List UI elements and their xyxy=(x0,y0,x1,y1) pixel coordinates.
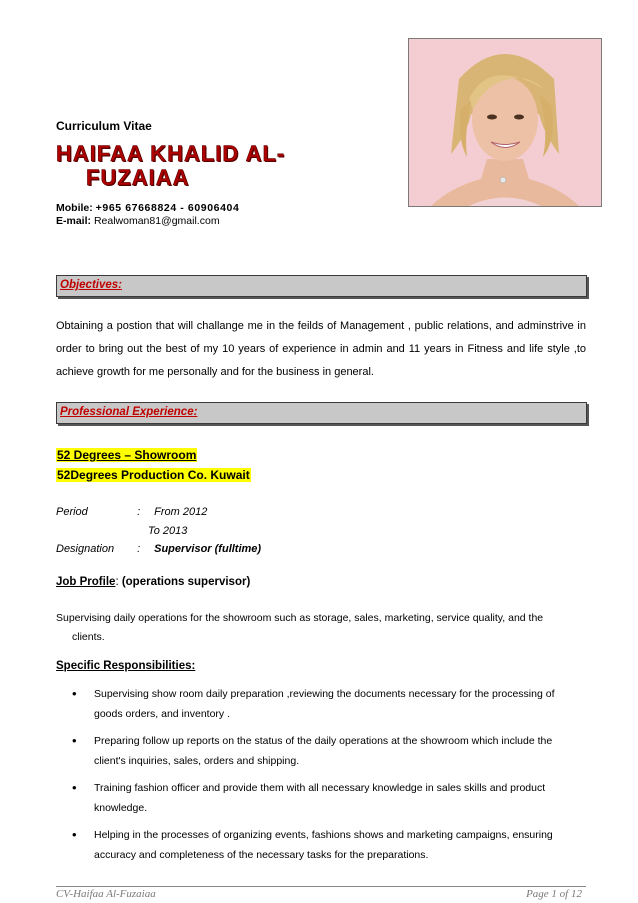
name-line-1: HAIFAA KHALID AL- xyxy=(56,141,286,166)
designation-colon: : xyxy=(137,543,141,555)
candidate-name xyxy=(56,142,285,190)
job-profile-label: Job Profile xyxy=(56,576,116,588)
company-line-2: 52Degrees Production Co. Kuwait xyxy=(57,468,250,482)
responsibilities-list xyxy=(72,684,577,872)
list-item: • Helping in the processes of organizing events, fashions shows and marketing campaigns, ensuring accuracy and completeness of the necessary tasks for the preparations. xyxy=(72,825,577,865)
company-name xyxy=(56,446,197,464)
objectives-text: Obtaining a postion that will challange me in the feilds of Management , public relations, and adminstrive in order to bring out the best of my 10 years of experience in admin and 11 years in Fitness and life style ,to achieve growth for me personally and for the business in general. xyxy=(56,320,586,378)
mobile-label: Mobile: xyxy=(56,202,93,214)
company-subtitle xyxy=(56,466,251,484)
email-label: E-mail: xyxy=(56,215,92,227)
list-item: • Training fashion officer and provide them with all necessary knowledge in sales skills and product knowledge. xyxy=(72,778,577,818)
job-profile-heading: Job Profile: (operations supervisor) xyxy=(56,576,251,588)
page-number: Page 1 of 12 xyxy=(526,888,582,900)
experience-section-bar xyxy=(56,402,587,424)
period-row xyxy=(56,506,207,518)
job-profile-value: (operations supervisor) xyxy=(121,576,251,588)
company-line-1: 52 Degrees – Showroom xyxy=(57,448,197,462)
designation-row xyxy=(56,543,261,555)
objectives-section-bar xyxy=(56,275,587,297)
mobile-value: +965 67668824 - 60906404 xyxy=(95,202,240,214)
experience-title: Professional Experience: xyxy=(60,406,198,418)
designation-label: Designation xyxy=(56,543,115,555)
profile-photo xyxy=(408,38,602,207)
job-profile-text-1: Supervising daily operations for the showroom such as storage, sales, marketing, service quality, and the xyxy=(56,612,544,624)
responsibilities-heading xyxy=(56,660,195,672)
period-colon: : xyxy=(137,506,141,518)
email-value[interactable]: Realwoman81@gmail.com xyxy=(93,215,220,227)
objectives-title: Objectives: xyxy=(60,279,122,291)
email-row xyxy=(56,215,220,227)
list-item: • Preparing follow up reports on the status of the daily operations at the showroom which include the client's inquiries, sales, orders and shipping. xyxy=(72,731,577,771)
footer-divider xyxy=(56,886,586,887)
name-line-2: FUZAIAA xyxy=(86,165,190,190)
cv-label: Curriculum Vitae xyxy=(56,119,152,133)
responsibilities-title: Specific Responsibilities: xyxy=(56,660,196,672)
designation-value: Supervisor (fulltime) xyxy=(154,543,262,555)
list-item: • Supervising show room daily preparation ,reviewing the documents necessary for the processing of goods orders, and inventory . xyxy=(72,684,577,724)
mobile-row xyxy=(56,202,239,214)
footer-title: CV-Haifaa Al-Fuzaiaa xyxy=(56,888,156,900)
job-profile-text-2: clients. xyxy=(72,631,105,643)
period-label: Period xyxy=(56,506,88,518)
period-from: From 2012 xyxy=(154,506,208,518)
period-to: To 2013 xyxy=(148,525,188,537)
